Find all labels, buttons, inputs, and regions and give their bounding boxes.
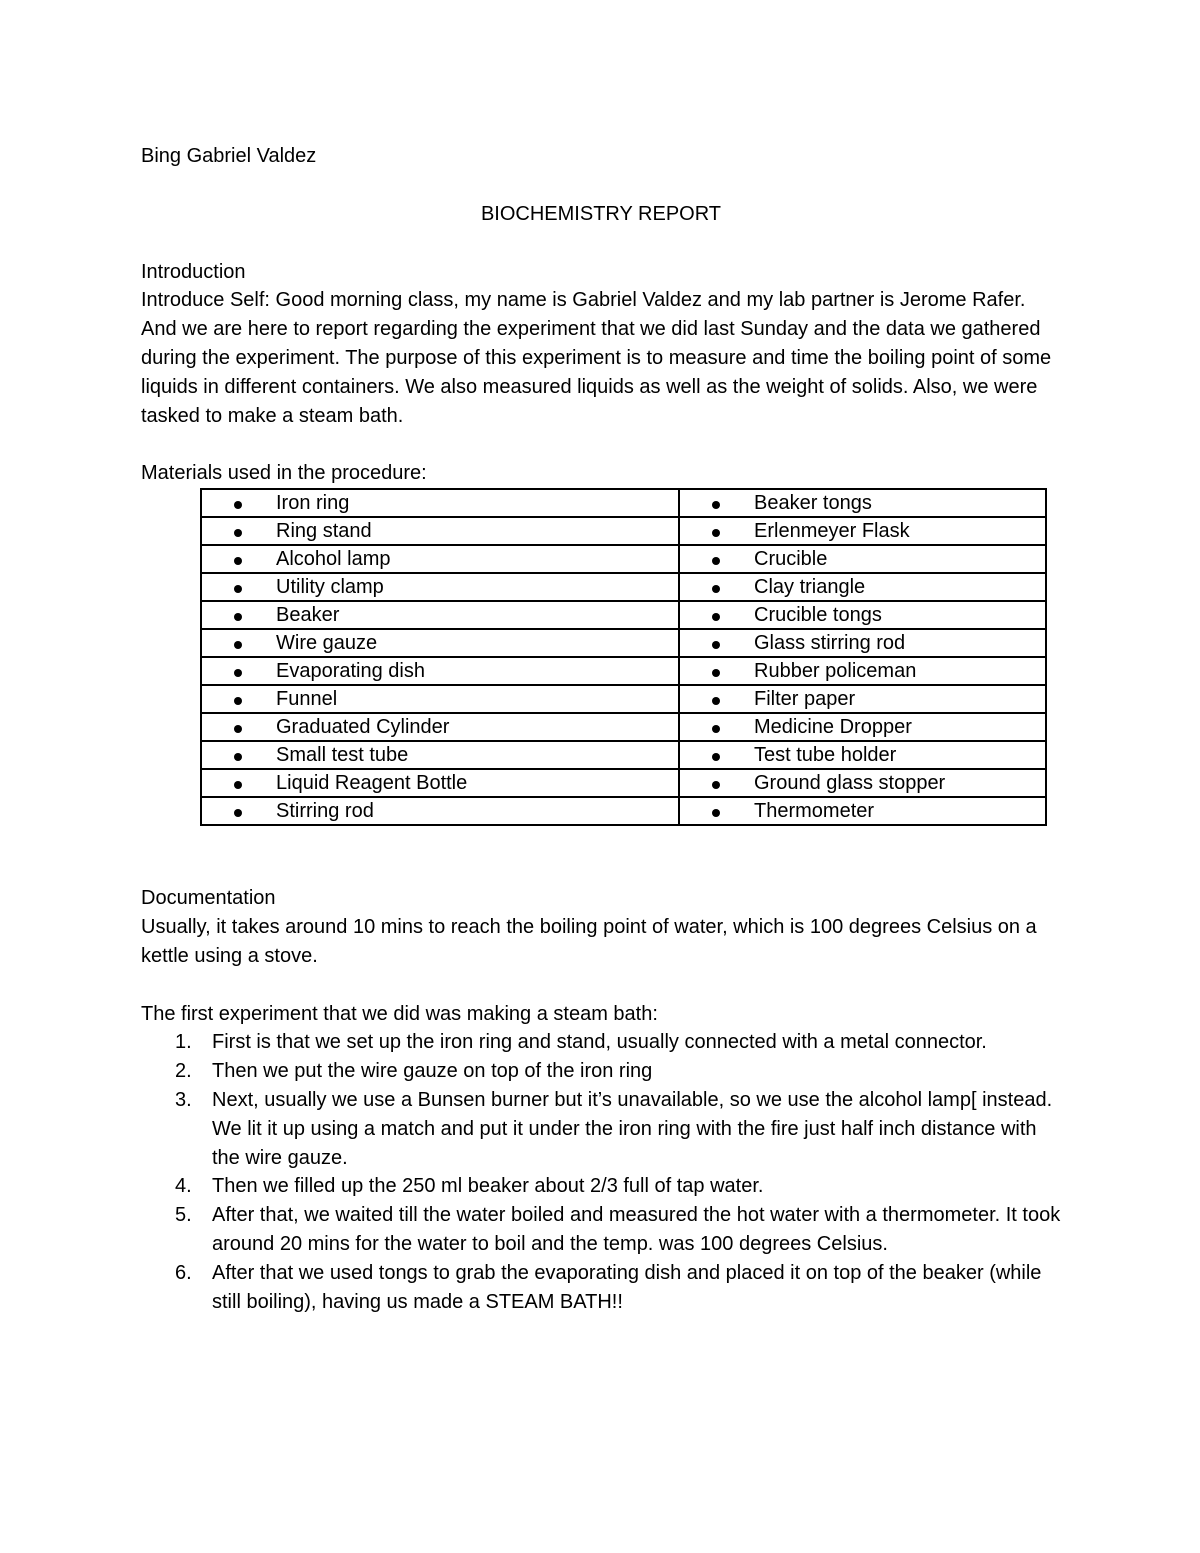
materials-row — [201, 685, 1046, 713]
materials-cell-left — [201, 573, 679, 601]
step-text: After that, we waited till the water boiled and measured the hot water with a thermometer. It took around 20 mins for the water to boil and the temp. was 100 degrees Celsius. — [212, 1204, 1061, 1255]
documentation-heading: Documentation — [141, 887, 276, 910]
materials-cell-right — [679, 741, 1046, 769]
step-number: 6. — [175, 1261, 192, 1284]
material-item: Crucible — [754, 548, 828, 571]
bullet-icon — [680, 602, 720, 628]
report-title: BIOCHEMISTRY REPORT — [480, 202, 722, 225]
bullet-icon — [680, 630, 720, 656]
bullet-icon — [202, 742, 242, 768]
step-text: Then we filled up the 250 ml beaker about 2/3 full of tap water. — [212, 1175, 764, 1198]
experiment-step — [141, 1259, 1061, 1317]
bullet-icon — [202, 602, 242, 628]
materials-cell-right — [679, 517, 1046, 545]
bullet-icon — [202, 686, 242, 712]
material-item: Small test tube — [276, 744, 409, 767]
materials-cell-left — [201, 769, 679, 797]
step-text: Next, usually we use a Bunsen burner but it’s unavailable, so we use the alcohol lamp[ instead. We lit it up using a match and put it under the iron ring with the fire just half inch distance with the wire gauze. — [212, 1088, 1053, 1169]
experiment-step — [141, 1201, 1061, 1259]
step-text: Then we put the wire gauze on top of the iron ring — [212, 1060, 653, 1083]
experiment-step — [141, 1086, 1061, 1172]
material-item: Utility clamp — [276, 576, 384, 599]
document-page — [141, 142, 1061, 1316]
materials-row — [201, 517, 1046, 545]
material-item: Graduated Cylinder — [276, 716, 450, 739]
step-text: First is that we set up the iron ring and stand, usually connected with a metal connector. — [212, 1031, 987, 1054]
materials-cell-left — [201, 489, 679, 517]
materials-row — [201, 489, 1046, 517]
materials-cell-left — [201, 713, 679, 741]
bullet-icon — [202, 714, 242, 740]
bullet-icon — [680, 770, 720, 796]
introduction-text: Introduce Self: Good morning class, my name is Gabriel Valdez and my lab partner is Jerome Rafer. And we are here to report regarding the experiment that we did last Sunday and the data we gathered during the experiment. The purpose of this experiment is to measure and time the boiling point of some liquids in different containers. We also measured liquids as well as the weight of solids. Also, we were tasked to make a steam bath. — [141, 289, 1052, 427]
experiment-step — [141, 1172, 1061, 1201]
material-item: Filter paper — [754, 688, 856, 711]
bullet-icon — [680, 518, 720, 544]
step-number: 5. — [175, 1204, 192, 1227]
bullet-icon — [680, 742, 720, 768]
material-item: Rubber policeman — [754, 660, 917, 683]
materials-row — [201, 769, 1046, 797]
materials-row — [201, 573, 1046, 601]
bullet-icon — [202, 770, 242, 796]
bullet-icon — [202, 490, 242, 516]
materials-cell-left — [201, 685, 679, 713]
step-text: After that we used tongs to grab the evaporating dish and placed it on top of the beaker (while still boiling), having us made a STEAM BATH!! — [212, 1261, 1042, 1313]
materials-cell-right — [679, 489, 1046, 517]
material-item: Funnel — [276, 688, 338, 711]
material-item: Wire gauze — [276, 632, 378, 655]
materials-row — [201, 601, 1046, 629]
bullet-icon — [202, 798, 242, 824]
material-item: Glass stirring rod — [754, 632, 906, 655]
bullet-icon — [202, 630, 242, 656]
materials-cell-left — [201, 629, 679, 657]
bullet-icon — [680, 798, 720, 824]
material-item: Erlenmeyer Flask — [754, 520, 910, 543]
materials-row — [201, 545, 1046, 573]
materials-row — [201, 797, 1046, 825]
materials-cell-right — [679, 685, 1046, 713]
material-item: Liquid Reagent Bottle — [276, 772, 468, 795]
materials-row — [201, 629, 1046, 657]
bullet-icon — [680, 490, 720, 516]
material-item: Ring stand — [276, 520, 372, 543]
materials-cell-left — [201, 741, 679, 769]
bullet-icon — [680, 714, 720, 740]
bullet-icon — [202, 546, 242, 572]
material-item: Crucible tongs — [754, 604, 882, 627]
documentation-text: Usually, it takes around 10 mins to reach the boiling point of water, which is 100 degrees Celsius on a kettle using a stove. — [141, 915, 1037, 967]
step-number: 4. — [175, 1175, 192, 1198]
materials-cell-right — [679, 769, 1046, 797]
step-number: 1. — [175, 1031, 192, 1054]
materials-cell-left — [201, 657, 679, 685]
materials-cell-right — [679, 629, 1046, 657]
materials-cell-left — [201, 545, 679, 573]
material-item: Beaker tongs — [754, 492, 872, 515]
materials-cell-right — [679, 657, 1046, 685]
experiment-heading: The first experiment that we did was making a steam bath: — [141, 1002, 658, 1025]
materials-cell-right — [679, 545, 1046, 573]
experiment-step — [141, 1028, 1061, 1057]
bullet-icon — [680, 574, 720, 600]
materials-cell-left — [201, 797, 679, 825]
material-item: Clay triangle — [754, 576, 866, 599]
author-name: Bing Gabriel Valdez — [141, 145, 317, 167]
materials-cell-left — [201, 517, 679, 545]
material-item: Iron ring — [276, 492, 350, 515]
materials-cell-left — [201, 601, 679, 629]
material-item: Ground glass stopper — [754, 772, 946, 795]
experiment-steps-list — [141, 1028, 1061, 1316]
material-item: Evaporating dish — [276, 660, 425, 683]
bullet-icon — [202, 518, 242, 544]
step-number: 3. — [175, 1088, 192, 1111]
bullet-icon — [680, 658, 720, 684]
materials-heading: Materials used in the procedure: — [141, 462, 427, 485]
step-number: 2. — [175, 1060, 192, 1083]
materials-cell-right — [679, 713, 1046, 741]
material-item: Stirring rod — [276, 800, 374, 823]
materials-row — [201, 657, 1046, 685]
material-item: Alcohol lamp — [276, 548, 391, 571]
introduction-heading: Introduction — [141, 260, 246, 283]
materials-row — [201, 741, 1046, 769]
experiment-step — [141, 1057, 1061, 1086]
materials-cell-right — [679, 797, 1046, 825]
material-item: Thermometer — [754, 800, 875, 823]
material-item: Medicine Dropper — [754, 716, 912, 739]
bullet-icon — [202, 658, 242, 684]
materials-cell-right — [679, 601, 1046, 629]
materials-cell-right — [679, 573, 1046, 601]
bullet-icon — [202, 574, 242, 600]
material-item: Test tube holder — [754, 744, 897, 767]
bullet-icon — [680, 686, 720, 712]
materials-table — [200, 488, 1047, 826]
bullet-icon — [680, 546, 720, 572]
materials-row — [201, 713, 1046, 741]
material-item: Beaker — [276, 604, 340, 627]
